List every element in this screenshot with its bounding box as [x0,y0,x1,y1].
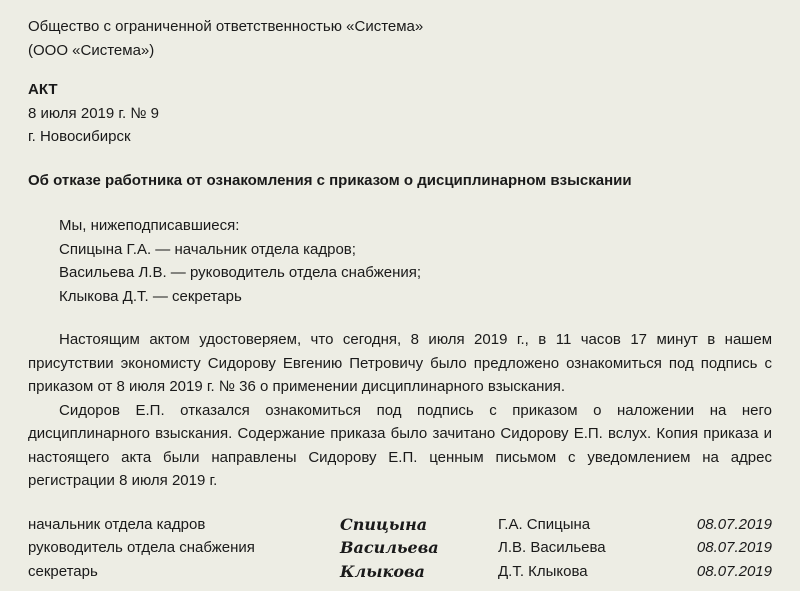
signature-position: начальник отдела кадров [28,515,206,533]
signatory-item: Клыкова Д.Т. — секретарь [59,287,242,305]
document-subject: Об отказе работника от ознакомления с приказом о дисциплинарном взыскании [28,171,632,189]
spacer [28,493,772,513]
body-paragraph-1: Настоящим актом удостоверяем, что сегодня, 8 июля 2019 г., в 11 часов 17 минут в нашем присутствии экономисту Сидорову Евгению Петровичу было предложено ознакомиться под подпись с приказом от 8 июля 2019 г. № 36 о применении дисциплинарного взыскания. [28,331,772,395]
spacer [28,308,772,328]
handwritten-signature: Спицына [340,514,428,534]
signature-date: 08.07.2019 [696,515,772,533]
document-page [28,15,772,583]
document-city: г. Новосибирск [28,128,131,145]
body-paragraph-2: Сидоров Е.П. отказался ознакомиться под подпись с приказом о наложении на него дисциплинарного взыскания. Содержание приказа было зачитано Сидорову Е.П. вслух. Копия приказа и настоящего акта были направлены Сидорову Е.П. ценным письмом с уведомлением на адрес регистрации 8 июля 2019 г. [28,401,772,489]
spacer [28,149,772,169]
spacer [28,192,772,214]
signature-position: руководитель отдела снабжения [28,539,255,556]
signatory-item: Спицына Г.А. — начальник отдела кадров; [59,240,356,258]
signature-name: Л.В. Васильева [498,539,606,556]
organization-short-name: (ООО «Система») [28,41,155,59]
spacer [28,62,772,78]
signatures-table [28,513,772,584]
handwritten-signature: Васильева [340,538,439,557]
document-date-number: 8 июля 2019 г. № 9 [28,104,159,122]
organization-full-name: Общество с ограниченной ответственностью «Система» [28,18,424,35]
signature-row [28,513,772,537]
signature-row [28,560,772,584]
signature-date: 08.07.2019 [696,539,772,556]
signatories-intro: Мы, нижеподписавшиеся: [59,217,240,234]
signatory-item: Васильева Л.В. — руководитель отдела снабжения; [59,264,422,281]
signature-date: 08.07.2019 [696,562,772,580]
signature-row [28,536,772,560]
handwritten-signature: Клыкова [340,561,425,581]
signature-position: секретарь [28,562,98,580]
signatories-block [28,214,772,308]
signature-name: Г.А. Спицына [498,515,591,533]
document-title: АКТ [28,81,58,98]
signature-name: Д.Т. Клыкова [498,562,588,580]
